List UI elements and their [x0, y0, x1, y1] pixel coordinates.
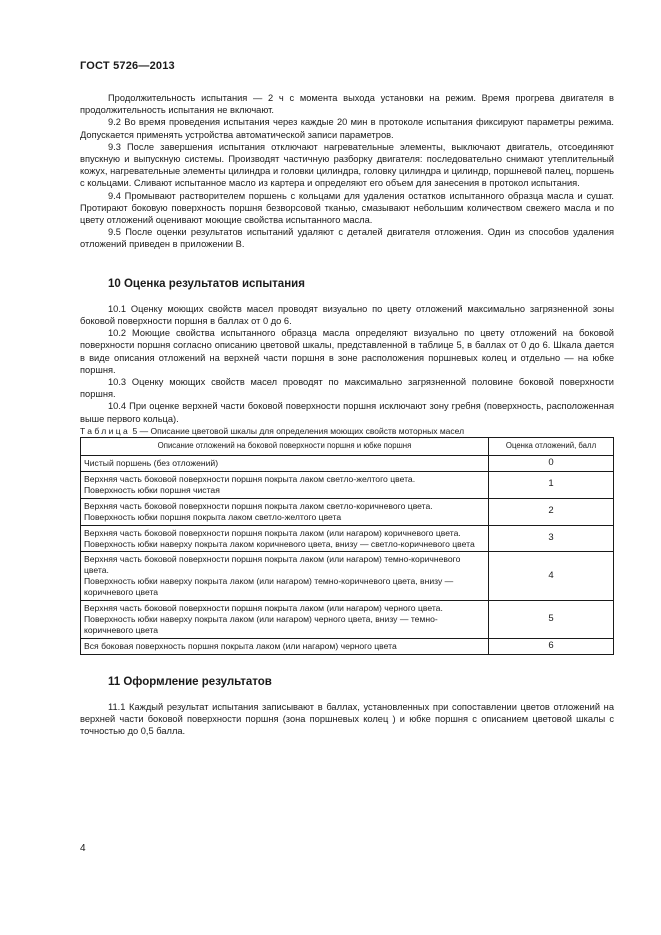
score-cell: 0 [489, 456, 614, 472]
document-header: ГОСТ 5726—2013 [80, 60, 175, 72]
score-cell: 5 [489, 601, 614, 639]
description-cell [81, 601, 489, 639]
section-10-heading: 10 Оценка результатов испытания [108, 277, 305, 290]
score-cell: 2 [489, 498, 614, 525]
section-11-heading: 11 Оформление результатов [108, 675, 272, 688]
table-row [81, 498, 614, 525]
table-header-row [81, 438, 614, 456]
table-5-caption [80, 425, 614, 437]
table-row [81, 638, 614, 654]
page-number: 4 [80, 843, 86, 854]
description-line: Верхняя часть боковой поверхности поршня покрыта лаком (или нагаром) темно-коричневого цвета. [84, 554, 461, 576]
page-content [80, 92, 614, 737]
description-line: Чистый поршень (без отложений) [84, 458, 219, 469]
paragraph-10-3: 10.3 Оценку моющих свойств масел проводят по максимально загрязненной половине боковой поверхности поршня. [80, 377, 614, 400]
description-line: Поверхность юбки наверху покрыта лаком (или нагаром) темно-коричневого цвета, внизу — коричневого цвета [84, 576, 454, 598]
paragraph-9-1-continuation: Продолжительность испытания — 2 ч с момента выхода установки на режим. Время прогрева двигателя в продолжительность испытания не включают. [80, 93, 614, 116]
description-line: Поверхность юбки поршня чистая [84, 484, 220, 495]
description-line: Верхняя часть боковой поверхности поршня покрыта лаком светло-желтого цвета. [84, 473, 416, 484]
score-cell: 3 [489, 525, 614, 552]
table-row [81, 471, 614, 498]
table-row [81, 456, 614, 472]
score-cell: 4 [489, 552, 614, 601]
description-cell [81, 552, 489, 601]
paragraph-11-1: 11.1 Каждый результат испытания записывают в баллах, установленных при сопоставлении цветов отложений на верхней части боковой поверхности поршня (зона поршневых колец ) и юбке поршня с описанием цветовой шкалы с точностью до 0,5 балла. [80, 701, 614, 737]
section-11-body [80, 701, 614, 738]
table-caption-text: 5 — Описание цветовой шкалы для определения моющих свойств моторных масел [130, 425, 465, 436]
paragraph-10-4: 10.4 При оценке верхней части боковой поверхности поршня исключают зону гребня (поверхность, расположенная выше первого кольца). [80, 401, 614, 424]
description-cell [81, 456, 489, 472]
description-line: Поверхность юбки наверху покрыта лаком (или нагаром) черного цвета, внизу — темно-коричневого цвета [84, 613, 438, 635]
paragraph-9-3: 9.3 После завершения испытания отключают нагревательные элементы, выключают двигатель, отсоединяют впускную и выпускную системы. Производят частичную разборку двигателя: последовательно снимают утеплительный кожух, нагревательные элементы цилиндра и головки цилиндра, головку цилиндра и цилиндр, поршневой палец, поршень с кольцами. Сливают испытанное масло из картера и определяют его объем для занесения в протокол испытания. [80, 141, 614, 189]
table-caption-label: Таблица [80, 425, 131, 436]
description-line: Вся боковая поверхность поршня покрыта лаком (или нагаром) черного цвета [84, 640, 397, 651]
score-cell: 1 [489, 471, 614, 498]
description-cell [81, 471, 489, 498]
score-cell: 6 [489, 638, 614, 654]
description-cell [81, 525, 489, 552]
description-line: Верхняя часть боковой поверхности поршня покрыта лаком (или нагаром) коричневого цвета. [84, 527, 461, 538]
paragraph-9-4: 9.4 Промывают растворителем поршень с кольцами для удаления остатков испытанного образца масла и сушат. Протирают боковую поверхность поршня безворсовой тканью, смазывают небольшим количеством свежего масла и по цвету отложений оценивают моющие свойства испытанного масла. [80, 190, 614, 226]
table-row [81, 525, 614, 552]
paragraph-10-2: 10.2 Моющие свойства испытанного образца масла определяют визуально по цвету отложений на боковой поверхности поршня согласно описанию цветовой шкалы, представленной в таблице 5, в баллах от 0 до 6. Шкала дается в виде описания отложений на верхней части поршня в зоне расположения поршневых колец и отдельно — на юбке поршня. [80, 328, 614, 375]
description-line: Верхняя часть боковой поверхности поршня покрыта лаком (или нагаром) черного цвета. [84, 603, 443, 614]
description-line: Верхняя часть боковой поверхности поршня покрыта лаком светло-коричневого цвета. [84, 500, 433, 511]
table-5 [80, 437, 614, 655]
description-cell [81, 498, 489, 525]
table-row [81, 601, 614, 639]
table-body [81, 456, 614, 655]
table-row [81, 552, 614, 601]
section-10-body [80, 303, 614, 425]
column-header-description: Описание отложений на боковой поверхности поршня и юбке поршня [81, 438, 489, 456]
column-header-score: Оценка отложений, балл [489, 438, 614, 456]
description-cell [81, 638, 489, 654]
section-9-body [80, 92, 614, 251]
paragraph-10-1: 10.1 Оценку моющих свойств масел проводят визуально по цвету отложений максимально загрязненной зоны боковой поверхности поршня в баллах от 0 до 6. [80, 303, 614, 327]
paragraph-9-5: 9.5 После оценки результатов испытаний удаляют с деталей двигателя отложения. Один из способов удаления отложений приведен в приложении В. [80, 227, 614, 250]
description-line: Поверхность юбки поршня покрыта лаком светло-желтого цвета [84, 511, 342, 522]
description-line: Поверхность юбки наверху покрыта лаком коричневого цвета, внизу — светло-коричневого цвета [84, 538, 475, 549]
paragraph-9-2: 9.2 Во время проведения испытания через каждые 20 мин в протоколе испытания фиксируют параметры режима. Допускается применять устройства автоматической записи параметров. [80, 117, 614, 140]
